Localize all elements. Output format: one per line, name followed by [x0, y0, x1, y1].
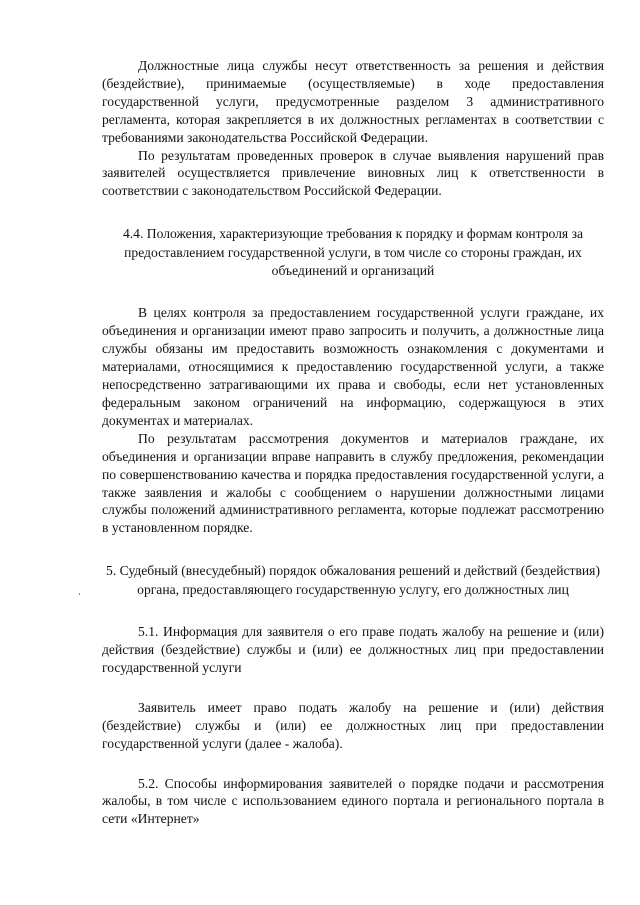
- paragraph-citizen-control: В целях контроля за предоставлением государственной услуги граждане, их объединения и организации имеют право запросить и получить, а должностные лица службы обязаны им предоставить возможность ознакомления с документами и материалами, относящимися к предоставлению государственной услуги, а также непосредственно затрагивающими их права и свободы, если нет установленных федеральным законом ограничений на информацию, содержащуюся в этих документах и материалах.: [102, 305, 604, 428]
- section-4-4-text: [102, 304, 604, 537]
- heading-5: 5. Судебный (внесудебный) порядок обжалования решений и действий (бездействия) органа, предоставляющего государственную услугу, его должностных лиц: [106, 563, 600, 597]
- paragraph-inspection-results: По результатам проведенных проверок в случае выявления нарушений прав заявителей осуществляется привлечение виновных лиц к ответственности в соответствии с законодательством Российской Федерации.: [102, 147, 604, 199]
- paragraph-5-1: 5.1. Информация для заявителя о его праве подать жалобу на решение и (или) действия (бездействие) службы и (или) ее должностных лиц при предоставлении государственной услуги: [102, 624, 604, 675]
- section-5-2: [102, 775, 604, 829]
- heading-4-4: 4.4. Положения, характеризующие требования к порядку и формам контроля за предоставлением государственной услуги, в том числе со стороны граждан, их объединений и организаций: [122, 226, 583, 279]
- section-complaint-right: [102, 699, 604, 753]
- scan-speck: [79, 593, 80, 595]
- paragraph-5-2: 5.2. Способы информирования заявителей о порядке подачи и рассмотрения жалобы, в том числе с использованием единого портала и регионального портала в сети «Интернет»: [102, 775, 604, 827]
- paragraph-complaint-right: Заявитель имеет право подать жалобу на решение и (или) действия (бездействие) службы и (или) ее должностных лиц при предоставлении государственной услуги (далее - жалоба).: [102, 699, 604, 751]
- paragraph-citizen-proposals: По результатам рассмотрения документов и материалов граждане, их объединения и организации вправе направить в службу предложения, рекомендации по совершенствованию качества и порядка предоставления государственной услуги, а также заявления и жалобы с сообщением о нарушении должностными лицами службы положений административного регламента, которые подлежат рассмотрению в установленном порядке.: [102, 430, 604, 536]
- section-5-1: [102, 623, 604, 677]
- paragraph-responsibility: Должностные лица службы несут ответственность за решения и действия (бездействие), принимаемые (осуществляемые) в ходе предоставления государственной услуги, предусмотренные разделом 3 административного регламента, которая закрепляется в их должностных регламентах в соответствии с требованиями законодательства Российской Федерации.: [102, 58, 604, 145]
- section-4-3-text: [102, 57, 604, 200]
